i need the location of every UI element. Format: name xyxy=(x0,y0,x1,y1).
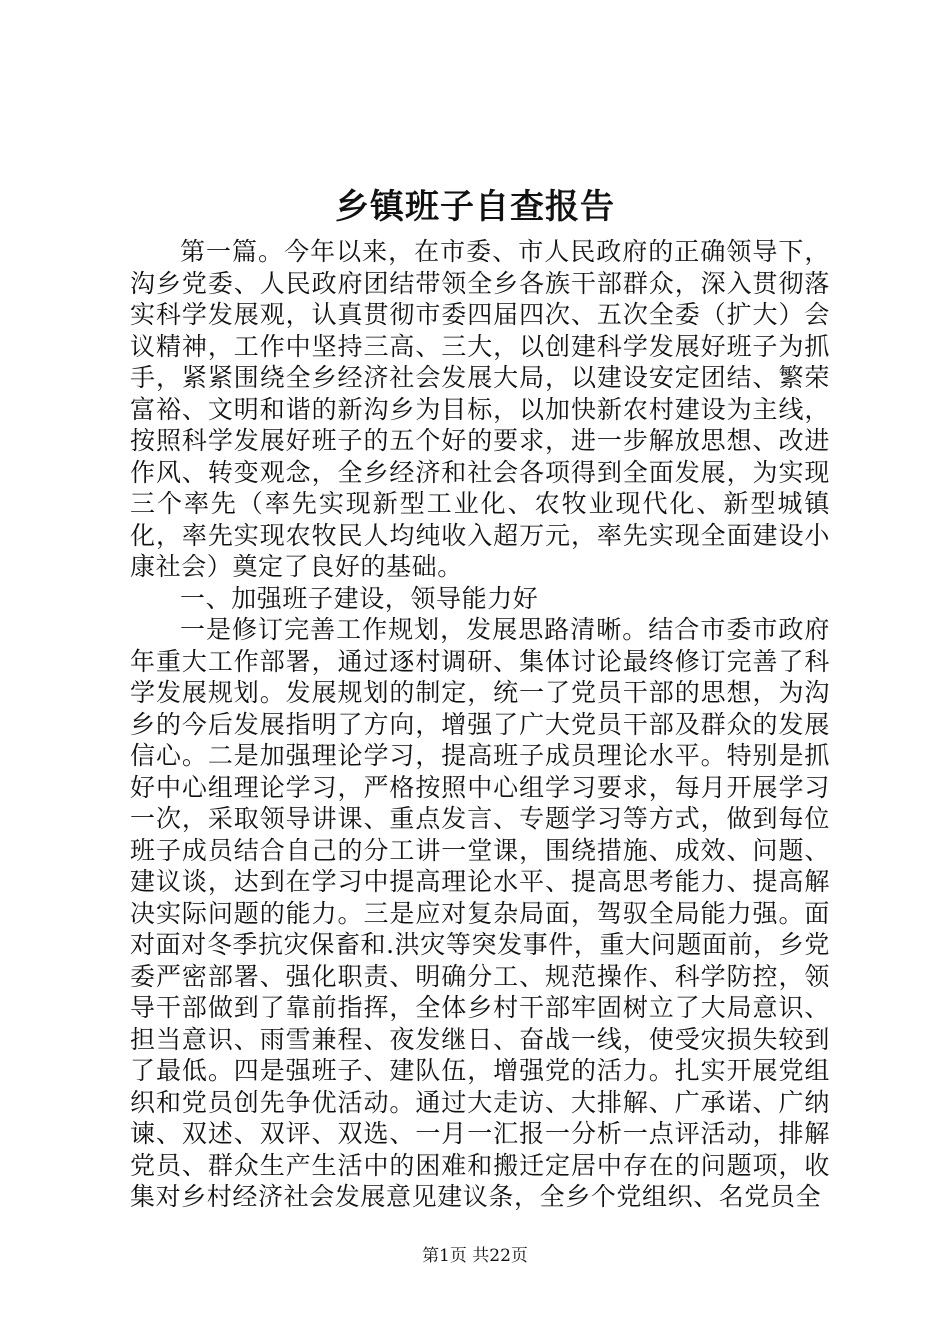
paragraph-intro: 第一篇。今年以来，在市委、市人民政府的正确领导下，沟乡党委、人民政府团结带领全乡各族干部群众，深入贯彻落实科学发展观，认真贯彻市委四届四次、五次全委（扩大）会议精神，工作中坚持三高、三大，以创建科学发展好班子为抓手，紧紧围绕全乡经济社会发展大局，以建设安定团结、繁荣富裕、文明和谐的新沟乡为目标，以加快新农村建设为主线，按照科学发展好班子的五个好的要求，进一步解放思想、改进作风、转变观念，全乡经济和社会各项得到全面发展，为实现三个率先（率先实现新型工业化、农牧业现代化、新型城镇化，率先实现农牧民人均纯收入超万元，率先实现全面建设小康社会）奠定了良好的基础。 xyxy=(130,237,830,581)
section-heading: 一、加强班子建设，领导能力好 xyxy=(180,583,539,613)
paragraph-section-one: 一是修订完善工作规划，发展思路清晰。结合市委市政府年重大工作部署，通过逐村调研、集体讨论最终修订完善了科学发展规划。发展规划的制定，统一了党员干部的思想，为沟乡的今后发展指明了方向，增强了广大党员干部及群众的发展信心。二是加强理论学习，提高班子成员理论水平。特别是抓好中心组理论学习，严格按照中心组学习要求，每月开展学习一次，采取领导讲课、重点发言、专题学习等方式，做到每位班子成员结合自己的分工讲一堂课，围绕措施、成效、问题、建议谈，达到在学习中提高理论水平、提高思考能力、提高解决实际问题的能力。三是应对复杂局面，驾驭全局能力强。面对面对冬季抗灾保畜和.洪灾等突发事件，重大问题面前，乡党委严密部署、强化职责、明确分工、规范操作、科学防控，领导干部做到了靠前指挥，全体乡村干部牢固树立了大局意识、担当意识、雨雪兼程、夜发继日、奋战一线，使受灾损失较到了最低。四是强班子、建队伍，增强党的活力。扎实开展党组织和党员创先争优活动。通过大走访、大排解、广承诺、广纳谏、双述、双评、双选、一月一汇报一分析一点评活动，排解党员、群众生产生活中的困难和搬迁定居中存在的问题项，收集对乡村经济社会发展意见建议条，全乡个党组织、名党员全 xyxy=(130,615,830,1211)
document-body xyxy=(130,236,830,1213)
document-title: 乡镇班子自查报告 xyxy=(335,187,615,227)
page-number-footer: 第1页 共22页 xyxy=(422,1246,528,1266)
